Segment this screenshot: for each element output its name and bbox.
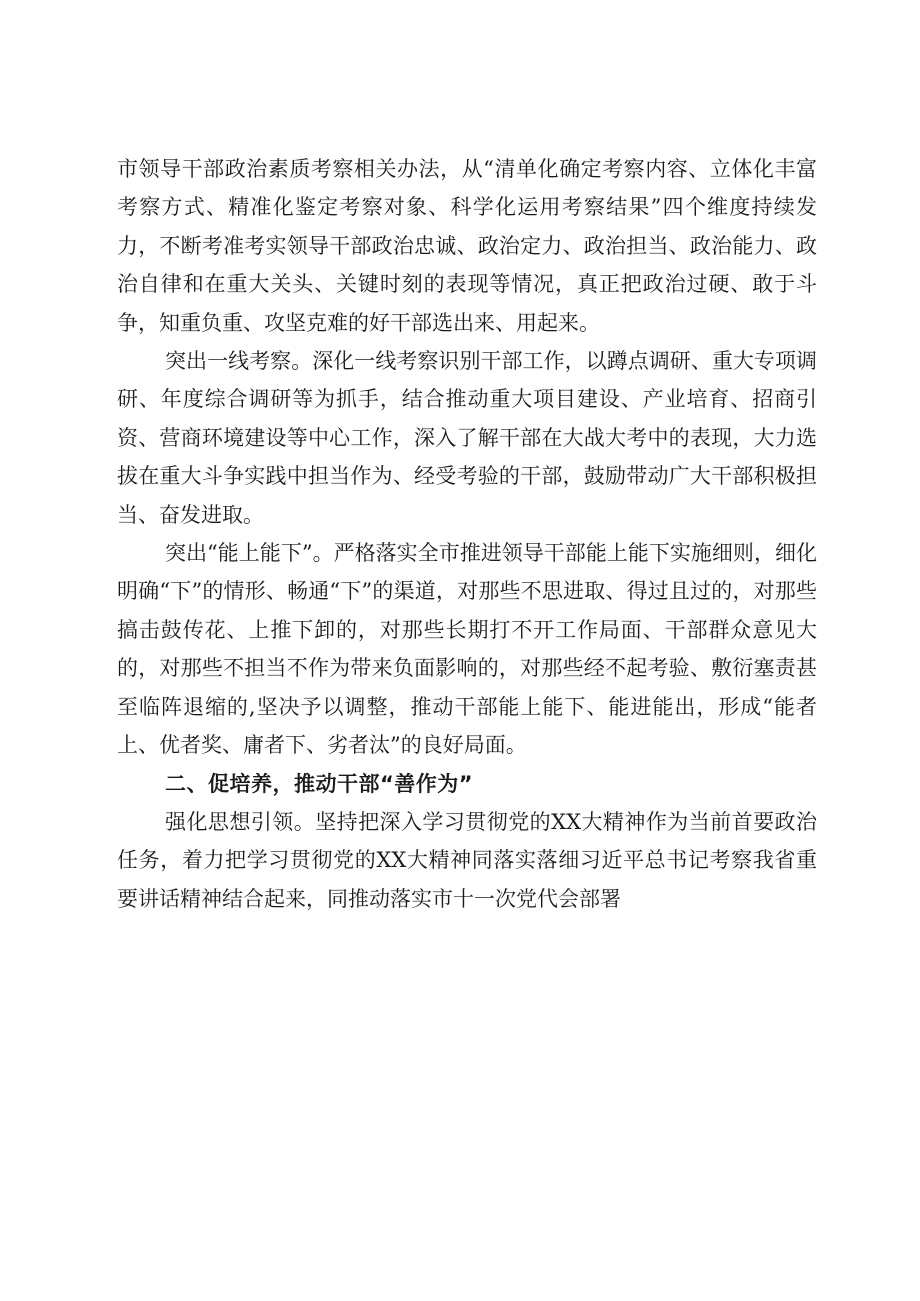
paragraph-ideological-guidance: 强化思想引领。坚持把深入学习贯彻党的XX大精神作为当前首要政治任务，着力把学习贯彻党的XX大精神同落实落细习近平总书记考察我省重要讲话精神结合起来，同推动落实市十一次党代会部署: [117, 809, 817, 911]
paragraph-up-and-down: 突出“能上能下”。严格落实全市推进领导干部能上能下实施细则，细化明确“下”的情形、畅通“下”的渠道，对那些不思进取、得过且过的，对那些搞击鼓传花、上推下卸的，对那些长期打不开工作局面、干部群众意见大的，对那些不担当不作为带来负面影响的，对那些经不起考验、敷衍塞责甚至临阵退缩的,坚决予以调整，推动干部能上能下、能进能出，形成“能者上、优者奖、庸者下、劣者汰”的良好局面。: [117, 541, 817, 758]
document-body: [117, 150, 817, 918]
paragraph-frontline-inspection: 突出一线考察。深化一线考察识别干部工作，以蹲点调研、重大专项调研、年度综合调研等为抓手，结合推动重大项目建设、产业培育、招商引资、营商环境建设等中心工作，深入了解干部在大战大考中的表现，大力选拔在重大斗争实践中担当作为、经受考验的干部，鼓励带动广大干部积极担当、奋发进取。: [117, 349, 817, 527]
section-heading: 二、促培养，推动干部“善作为”: [165, 771, 474, 796]
paragraph-continuation: 市领导干部政治素质考察相关办法，从“清单化确定考察内容、立体化丰富考察方式、精准化鉴定考察对象、科学化运用考察结果”四个维度持续发力，不断考准考实领导干部政治忠诚、政治定力、政治担当、政治能力、政治自律和在重大关头、关键时刻的表现等情况，真正把政治过硬、敢于斗争，知重负重、攻坚克难的好干部选出来、用起来。: [117, 157, 817, 335]
